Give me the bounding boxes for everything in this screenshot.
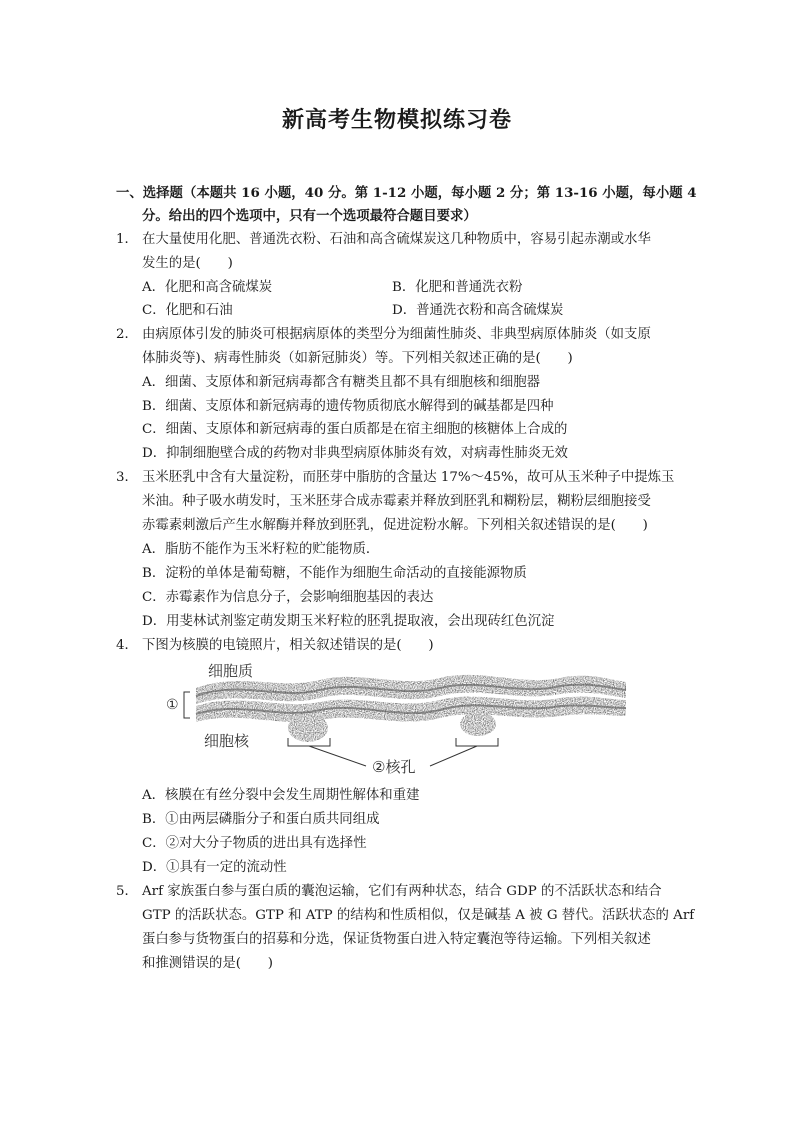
question-1-stem-line-2: 发生的是( )	[142, 256, 233, 271]
question-1-option-a: A．化肥和高含硫煤炭	[142, 280, 273, 295]
question-3-option-d: D．用斐林试剂鉴定萌发期玉米籽粒的胚乳提取液，会出现砖红色沉淀	[142, 614, 555, 629]
nuclear-pore-label: ②核孔	[372, 758, 416, 776]
question-2-option-d: D．抑制细胞壁合成的药物对非典型病原体肺炎有效，对病毒性肺炎无效	[142, 446, 568, 461]
question-2-stem-line-2: 体肺炎等)、病毒性肺炎（如新冠肺炎）等。下列相关叙述正确的是( )	[142, 351, 573, 366]
question-number: 3．	[116, 470, 138, 485]
question-4-option-c: C．②对大分子物质的进出具有选择性	[142, 836, 367, 851]
question-number: 5．	[116, 884, 138, 899]
page-title: 新高考生物模拟练习卷	[281, 107, 512, 133]
question-number: 4．	[116, 638, 138, 653]
question-3-stem-line-2: 米油。种子吸水萌发时，玉米胚芽合成赤霉素并释放到胚乳和糊粉层，糊粉层细胞接受	[142, 494, 651, 509]
nuclear-envelope-micrograph	[160, 658, 640, 778]
question-1-option-b: B．化肥和普通洗衣粉	[392, 280, 523, 295]
question-5-stem-line-4: 和推测错误的是( )	[142, 956, 273, 971]
question-4-stem-line-1: 下图为核膜的电镜照片，相关叙述错误的是( )	[142, 638, 434, 653]
question-1-option-c: C．化肥和石油	[142, 303, 233, 318]
membrane-marker-1: ①	[166, 697, 179, 713]
question-4-option-b: B．①由两层磷脂分子和蛋白质共同组成	[142, 812, 380, 827]
question-3-option-c: C．赤霉素作为信息分子，会影响细胞基因的表达	[142, 590, 434, 605]
nucleus-label: 细胞核	[204, 732, 250, 750]
question-5-stem-line-3: 蛋白参与货物蛋白的招募和分选，保证货物蛋白进入特定囊泡等待运输。下列相关叙述	[142, 932, 651, 947]
question-3-option-a: A．脂肪不能作为玉米籽粒的贮能物质．	[142, 542, 380, 557]
question-number: 1．	[116, 232, 138, 247]
question-5-stem-line-1: Arf 家族蛋白参与蛋白质的囊泡运输，它们有两种状态，结合 GDP 的不活跃状态和结合	[142, 884, 662, 899]
question-number: 2．	[116, 327, 138, 342]
section-header-line-1: 一、选择题（本题共 16 小题，40 分。第 1-12 小题，每小题 2 分；第 13-16 小题，每小题 4	[116, 185, 697, 201]
question-4-option-a: A．核膜在有丝分裂中会发生周期性解体和重建	[142, 788, 420, 803]
question-2-option-a: A．细菌、支原体和新冠病毒都含有糖类且都不具有细胞核和细胞器	[142, 375, 540, 390]
question-2-option-b: B．细菌、支原体和新冠病毒的遗传物质彻底水解得到的碱基都是四种	[142, 399, 554, 414]
question-1-stem-line-1: 在大量使用化肥、普通洗衣粉、石油和高含硫煤炭这几种物质中，容易引起赤潮或水华	[142, 232, 651, 247]
question-5-stem-line-2: GTP 的活跃状态。GTP 和 ATP 的结构和性质相似，仅是碱基 A 被 G 替代。活跃状态的 Arf	[142, 908, 695, 923]
question-3-option-b: B．淀粉的单体是葡萄糖，不能作为细胞生命活动的直接能源物质	[142, 566, 527, 581]
question-2-option-c: C．细菌、支原体和新冠病毒的蛋白质都是在宿主细胞的核糖体上合成的	[142, 422, 568, 437]
cytoplasm-label: 细胞质	[208, 662, 254, 680]
section-header-line-2: 分。给出的四个选项中，只有一个选项最符合题目要求）	[142, 208, 477, 224]
question-4-option-d: D．①具有一定的流动性	[142, 860, 287, 875]
question-2-stem-line-1: 由病原体引发的肺炎可根据病原体的类型分为细菌性肺炎、非典型病原体肺炎（如支原	[142, 327, 651, 342]
question-3-stem-line-1: 玉米胚乳中含有大量淀粉，而胚芽中脂肪的含量达 17%～45%，故可从玉米种子中提炼玉	[142, 470, 675, 485]
question-3-stem-line-3: 赤霉素刺激后产生水解酶并释放到胚乳，促进淀粉水解。下列相关叙述错误的是( )	[142, 518, 648, 533]
question-1-option-d: D．普通洗衣粉和高含硫煤炭	[392, 303, 564, 318]
